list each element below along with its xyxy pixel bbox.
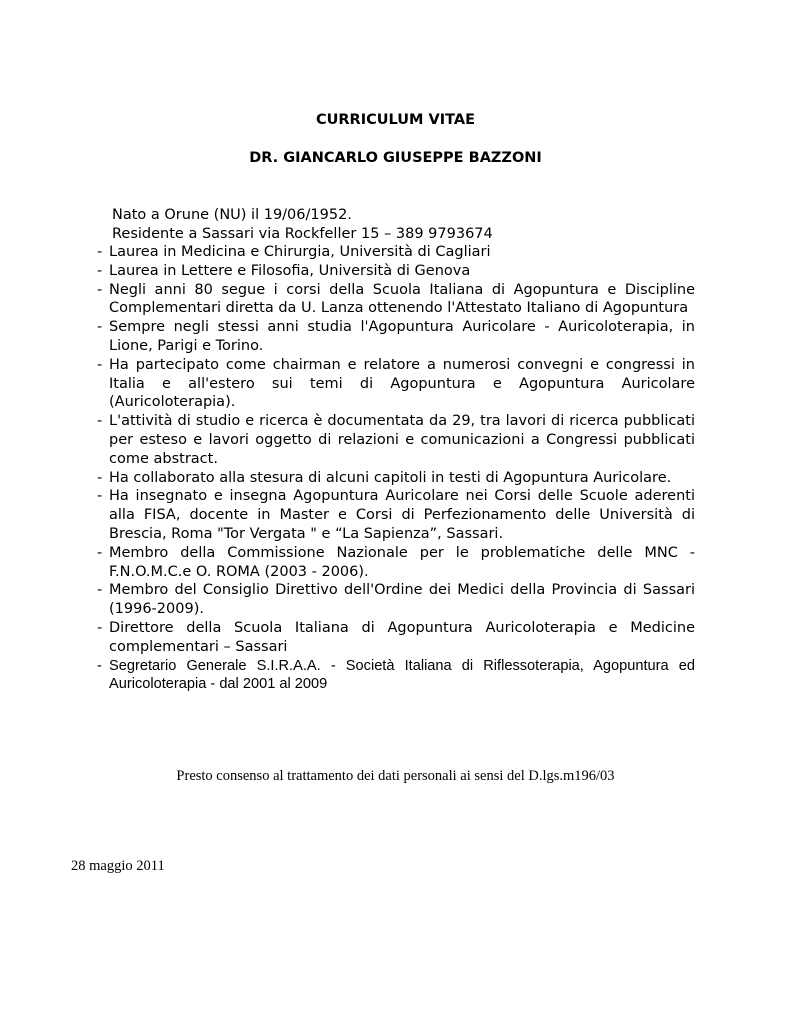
cv-item xyxy=(97,281,695,319)
cv-item-text: Direttore della Scuola Italiana di Agopuntura Auricoloterapia e Medicine complementari – Sassari xyxy=(109,619,695,655)
privacy-consent: Presto consenso al trattamento dei dati personali ai sensi del D.lgs.m196/03 xyxy=(176,768,615,784)
cv-item-text: Laurea in Lettere e Filosofia, Università di Genova xyxy=(109,262,471,279)
cv-item xyxy=(97,581,695,619)
cv-item-text: Laurea in Medicina e Chirurgia, Università di Cagliari xyxy=(109,244,491,260)
list-dash: - xyxy=(97,244,103,260)
cv-item xyxy=(97,619,695,657)
cv-item xyxy=(97,469,695,488)
cv-item-text: Ha insegnato e insegna Agopuntura Auricolare nei Corsi delle Scuole aderenti alla FISA, docente in Master e Corsi di Perfezionamento delle Università di Brescia, Roma "Tor Vergata " e “La Sapienza”, Sassari. xyxy=(109,488,695,542)
cv-item xyxy=(97,544,695,582)
list-dash: - xyxy=(97,262,103,279)
list-dash: - xyxy=(97,319,103,336)
cv-item xyxy=(97,318,695,356)
list-dash: - xyxy=(97,469,103,486)
cv-item xyxy=(97,657,695,695)
cv-item xyxy=(97,356,695,412)
cv-item-text: Membro del Consiglio Direttivo dell'Ordine dei Medici della Provincia di Sassari (1996-2009). xyxy=(109,582,695,618)
residence-info: Residente a Sassari via Rockfeller 15 – 389 9793674 xyxy=(112,226,493,242)
cv-item-text: Membro della Commissione Nazionale per le problematiche delle MNC - F.N.O.M.C.e O. ROMA (2003 - 2006). xyxy=(109,544,695,580)
cv-item xyxy=(97,412,695,468)
cv-item-text: Segretario Generale S.I.R.A.A. - Società Italiana di Riflessoterapia, Agopuntura ed Auricoloterapia - dal 2001 al 2009 xyxy=(109,657,695,693)
list-dash: - xyxy=(97,356,103,373)
person-name: DR. GIANCARLO GIUSEPPE BAZZONI xyxy=(249,150,542,166)
cv-item xyxy=(97,487,695,543)
list-dash: - xyxy=(97,544,103,561)
list-dash: - xyxy=(97,413,103,430)
birth-info: Nato a Orune (NU) il 19/06/1952. xyxy=(112,207,352,223)
list-dash: - xyxy=(97,582,103,599)
cv-item xyxy=(97,262,695,281)
cv-item-list xyxy=(97,243,695,694)
list-dash: - xyxy=(97,281,103,298)
document-title: CURRICULUM VITAE xyxy=(315,112,476,128)
cv-item-text: Sempre negli stessi anni studia l'Agopuntura Auricolare - Auricoloterapia, in Lione, Parigi e Torino. xyxy=(109,319,695,354)
cv-item-text: Ha partecipato come chairman e relatore a numerosi convegni e congressi in Italia e all'estero sui temi di Agopuntura e Agopuntura Auricolare (Auricoloterapia). xyxy=(109,356,695,411)
cv-item-text: L'attività di studio e ricerca è documentata da 29, tra lavori di ricerca pubblicati per esteso e lavori oggetto di relazioni e comunicazioni a Congressi pubblicati come abstract. xyxy=(109,413,695,467)
list-dash: - xyxy=(97,657,102,674)
cv-item-text: Ha collaborato alla stesura di alcuni capitoli in testi di Agopuntura Auricolare. xyxy=(109,469,672,486)
document-date: 28 maggio 2011 xyxy=(71,858,165,874)
list-dash: - xyxy=(97,488,103,505)
list-dash: - xyxy=(97,619,103,636)
cv-item-text: Negli anni 80 segue i corsi della Scuola Italiana di Agopuntura e Discipline Complementari diretta da U. Lanza ottenendo l'Attestato Italiano di Agopuntura xyxy=(109,281,695,317)
cv-item xyxy=(97,243,695,262)
